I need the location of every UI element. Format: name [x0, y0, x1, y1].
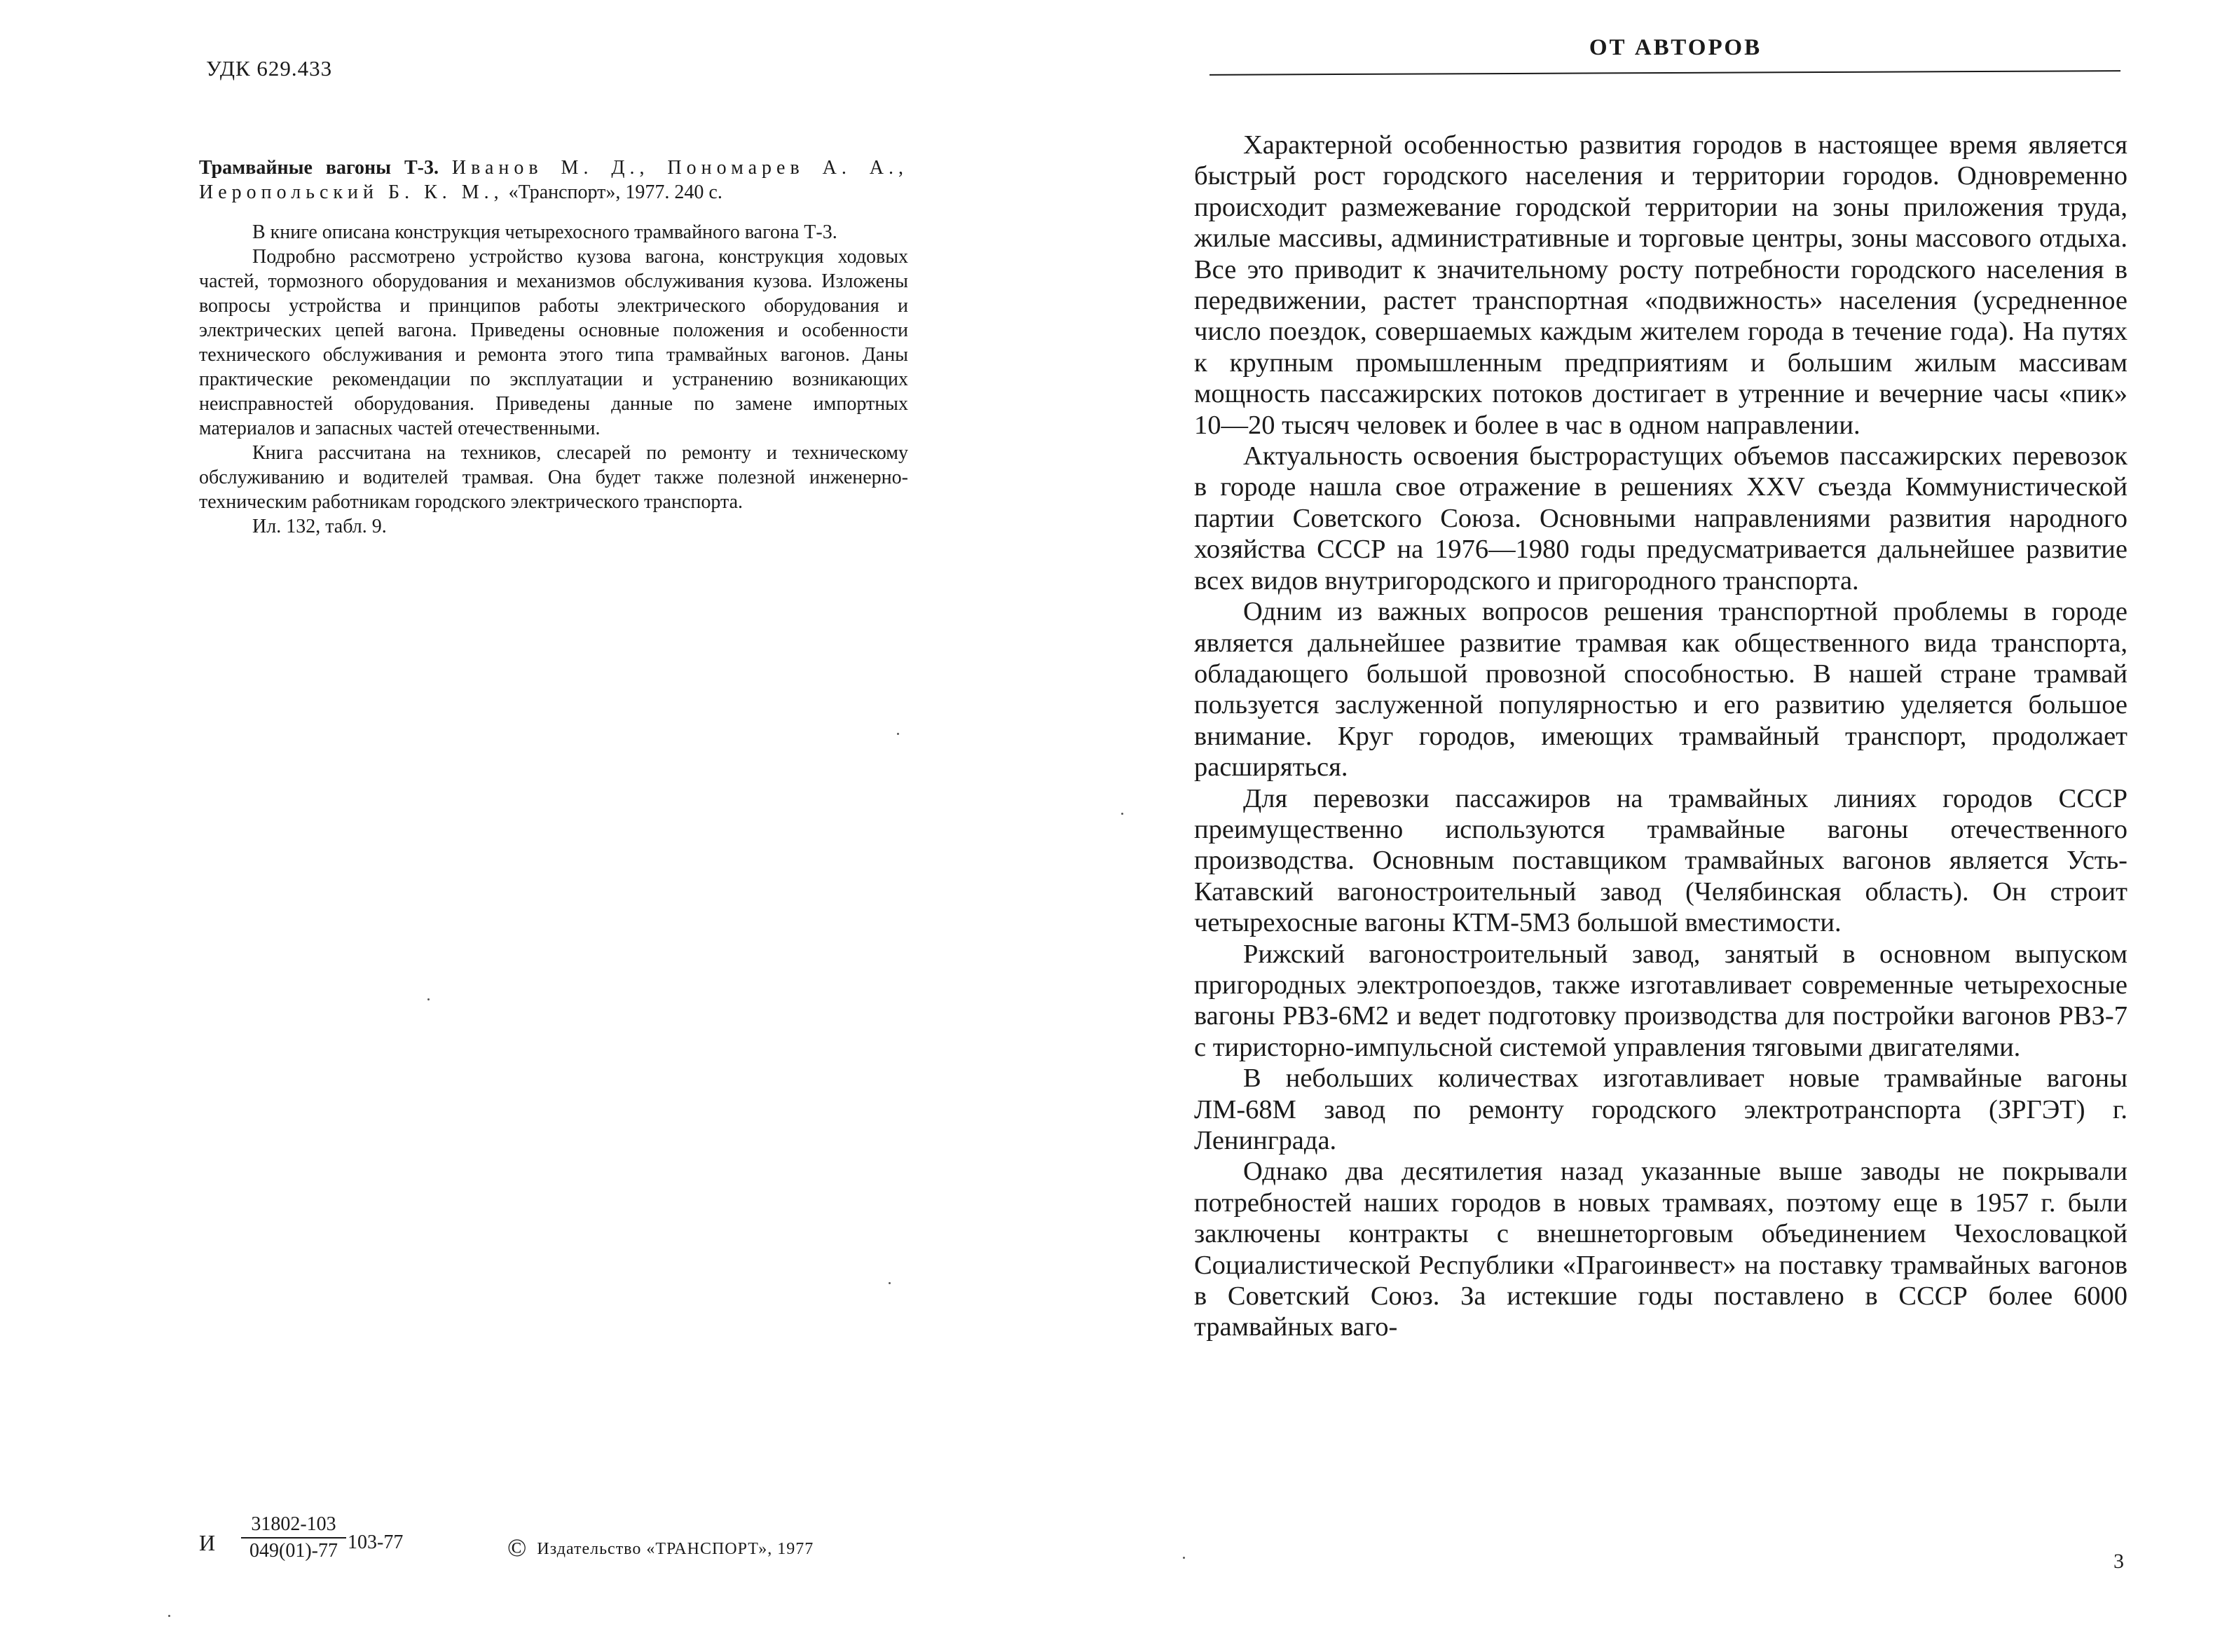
imprint-suffix: 103-77	[348, 1531, 404, 1553]
scan-speck	[427, 998, 430, 1000]
title-rule	[1209, 70, 2120, 76]
scan-speck	[1183, 1557, 1185, 1559]
imprint-denominator: 049(01)-77	[249, 1540, 338, 1562]
book-title: Трамвайные вагоны Т-3.	[199, 157, 439, 179]
preface-body	[1194, 130, 2127, 1343]
bibliographic-entry	[199, 156, 908, 205]
scan-speck	[897, 733, 899, 735]
publisher-line	[507, 1533, 814, 1562]
scan-speck	[889, 1282, 891, 1284]
preface-paragraph: Одним из важных вопросов решения транспортной проблемы в городе является дальнейшее развитие трамвая как общественного вида транспорта, обладающего большой провозной способностью. В нашей стране трамвай пользуется заслуженной популярностью и его развитию уделяется большое внимание. Круг городов, имеющих трамвайный транспорт, продолжает расширяться.	[1194, 597, 2127, 783]
preface-paragraph: Рижский вагоностроительный завод, занятый в основном выпуском пригородных электропоездов, также изготавливает современные четырехосные вагоны РВЗ-6М2 и ведет подготовку производства для постройки вагонов РВЗ-7 с тиристорно-импульсной системой управления тяговыми двигателями.	[1194, 939, 2127, 1062]
preface-paragraph: Актуальность освоения быстрорастущих объемов пассажирских перевозок в городе нашла свое отражение в решениях XXV съезда Коммунистической партии Советского Союза. Основными направлениями развития народного хозяйства СССР на 1976—1980 годы предусматривается дальнейшее развитие всех видов внутригородского и пригородного транспорта.	[1194, 441, 2127, 596]
publisher-year: «Транспорт», 1977. 240 с.	[508, 181, 722, 203]
annotation-paragraph: Книга рассчитана на техников, слесарей по ремонту и техническому обслуживанию и водителей трамвая. Она будет также полезной инженерно-техническим работникам городского электрического транспорта.	[199, 442, 908, 513]
annotation-paragraph: Подробно рассмотрено устройство кузова вагона, конструкция ходовых частей, тормозного оборудования и механизмов обслуживания кузова. Изложены вопросы устройства и принципов работы электрического оборудования и электрических цепей вагона. Приведены основные положения и особенности технического обслуживания и ремонта этого типа трамвайных вагонов. Даны практические рекомендации по эксплуатации и устранению возникающих неисправностей оборудования. Приведены данные по замене импортных материалов и запасных частей отечественными.	[199, 246, 908, 439]
imprint-code-fraction	[241, 1513, 346, 1562]
imprint-letter: И	[199, 1530, 216, 1555]
udk-code: УДК 629.433	[206, 56, 333, 81]
section-title: ОТ АВТОРОВ	[1589, 35, 1762, 60]
annotation-paragraph: В книге описана конструкция четырехосного трамвайного вагона Т-3.	[252, 221, 837, 243]
preface-paragraph: Однако два десятилетия назад указанные выше заводы не покрывали потребностей наших городов в новых трамваях, поэтому еще в 1957 г. были заключены контракты с внешнеторговым объединением Чехословацкой Социалистической Республики «Прагоинвест» на поставку трамвайных вагонов в Советский Союз. За истекшие годы поставлено в СССР более 6000 трамвайных ваго-	[1194, 1157, 2127, 1342]
scan-speck	[1121, 813, 1123, 815]
page-number: 3	[2113, 1550, 2124, 1573]
copyright-icon: ©	[507, 1534, 528, 1562]
authors: Иванов М. Д., Пономарев А. А., Иеропольский Б. К. М.,	[199, 157, 909, 203]
imprint-numerator: 31802-103	[241, 1513, 346, 1539]
annotation-block	[199, 156, 908, 539]
preface-paragraph: Характерной особенностью развития городов в настоящее время является быстрый рост городского населения и территории городов. Одновременно происходит размежевание городской территории на зоны приложения труда, жилые массивы, административные и торговые центры, зоны массового отдыха. Все это приводит к значительному росту потребности городского населения в передвижении, растет транспортная «подвижность» населения (усредненное число поездок, совершаемых каждым жителем города в течение года). На путях к крупным промышленным предприятиям и большим жилым массивам мощность пассажирских потоков достигает в утренние и вечерние часы «пик» 10—20 тысяч человек и более в час в одном направлении.	[1194, 130, 2127, 440]
imprint	[199, 1508, 914, 1571]
publisher-text: Издательство «ТРАНСПОРТ», 1977	[537, 1540, 814, 1558]
scan-speck	[168, 1615, 170, 1617]
preface-paragraph: Для перевозки пассажиров на трамвайных линиях городов СССР преимущественно используются трамвайные вагоны отечественного производства. Основным поставщиком трамвайных вагонов является Усть-Катавский вагоностроительный завод (Челябинская область). Он строит четырехосные вагоны КТМ-5М3 большой вместимости.	[1194, 783, 2127, 938]
illustration-count: Ил. 132, табл. 9.	[252, 516, 387, 537]
preface-paragraph: В небольших количествах изготавливает новые трамвайные вагоны ЛМ-68М завод по ремонту городского электротранспорта (ЗРГЭТ) г. Ленинграда.	[1194, 1064, 2127, 1155]
